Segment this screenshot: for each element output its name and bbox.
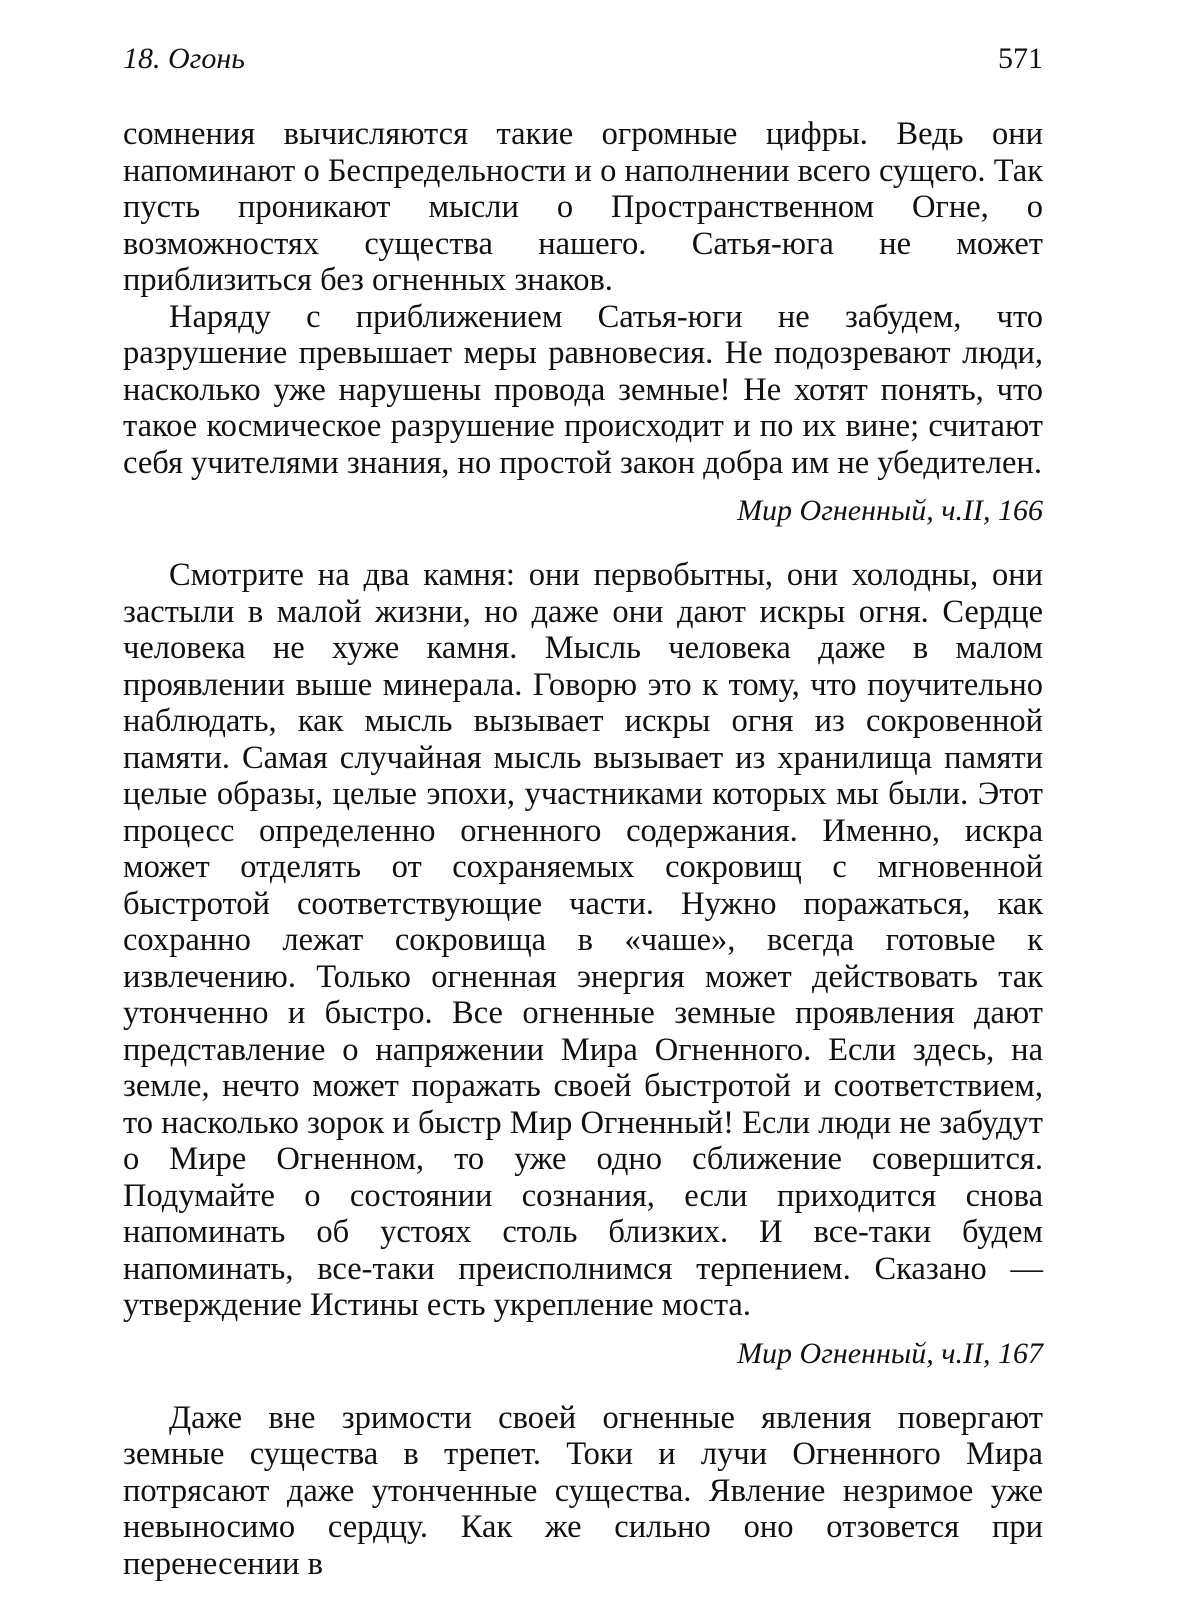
running-head — [123, 36, 1043, 82]
source-citation: Мир Огненный, ч.II, 166 — [737, 494, 1043, 527]
chapter-title: 18. Огонь — [123, 42, 245, 75]
paragraph: Даже вне зримости своей огненные явления повергают земные существа в трепет. Токи и лучи Огненного Мира потрясают даже утонченные существа. Явление незримое уже невыносимо сердцу. Как же сильно оно отзовется при перенесении в — [123, 1399, 1043, 1582]
source-citation: Мир Огненный, ч.II, 167 — [737, 1336, 1043, 1370]
paragraph-continued: сомнения вычисляются такие огромные цифры. Ведь они напоминают о Беспредельности и о наполнении всего сущего. Так пусть проникают мысли о Пространственном Огне, о возможностях существа нашего. Сатья-юга не может приблизиться без огненных знаков. — [123, 116, 1043, 298]
book-page — [123, 36, 1043, 1582]
paragraph: Наряду с приближением Сатья-юги не забудем, что разрушение превышает меры равновесия. Не подозревают люди, насколько уже нарушены провода земные! Не хотят понять, что такое космическое разрушение происходит и по их вине; считают себя учителями знания, но простой закон добра им не убедителен. — [123, 298, 1043, 481]
body-text — [123, 116, 1043, 1582]
paragraph: Смотрите на два камня: они первобытны, они холодны, они застыли в малой жизни, но даже они дают искры огня. Сердце человека не хуже камня. Мысль человека даже в малом проявлении выше минерала. Говорю это к тому, что поучительно наблюдать, как мысль вызывает искры огня из сокровенной памяти. Самая случайная мысль вызывает из хранилища памяти целые образы, целые эпохи, участниками которых мы были. Этот процесс определенно огненного содержания. Именно, искра может отделять от сохраняемых сокровищ с мгновенной быстротой соответствующие части. Нужно поражаться, как сохранно лежат сокровища в «чаше», всегда готовые к извлечению. Только огненная энергия может действовать так утонченно и быстро. Все огненные земные проявления дают представление о напряжении Мира Огненного. Если здесь, на земле, нечто может поражать своей быстротой и соответствием, то насколько зорок и быстр Мир Огненный! Если люди не забудут о Мире Огненном, то уже одно сближение совершится. Подумайте о состоянии сознания, если приходится снова напоминать об устоях столь близких. И все-таки будем напоминать, все-таки преисполнимся терпением. Сказано — утверждение Истины есть укрепление моста. — [123, 557, 1043, 1323]
page-number: 571 — [998, 42, 1043, 75]
